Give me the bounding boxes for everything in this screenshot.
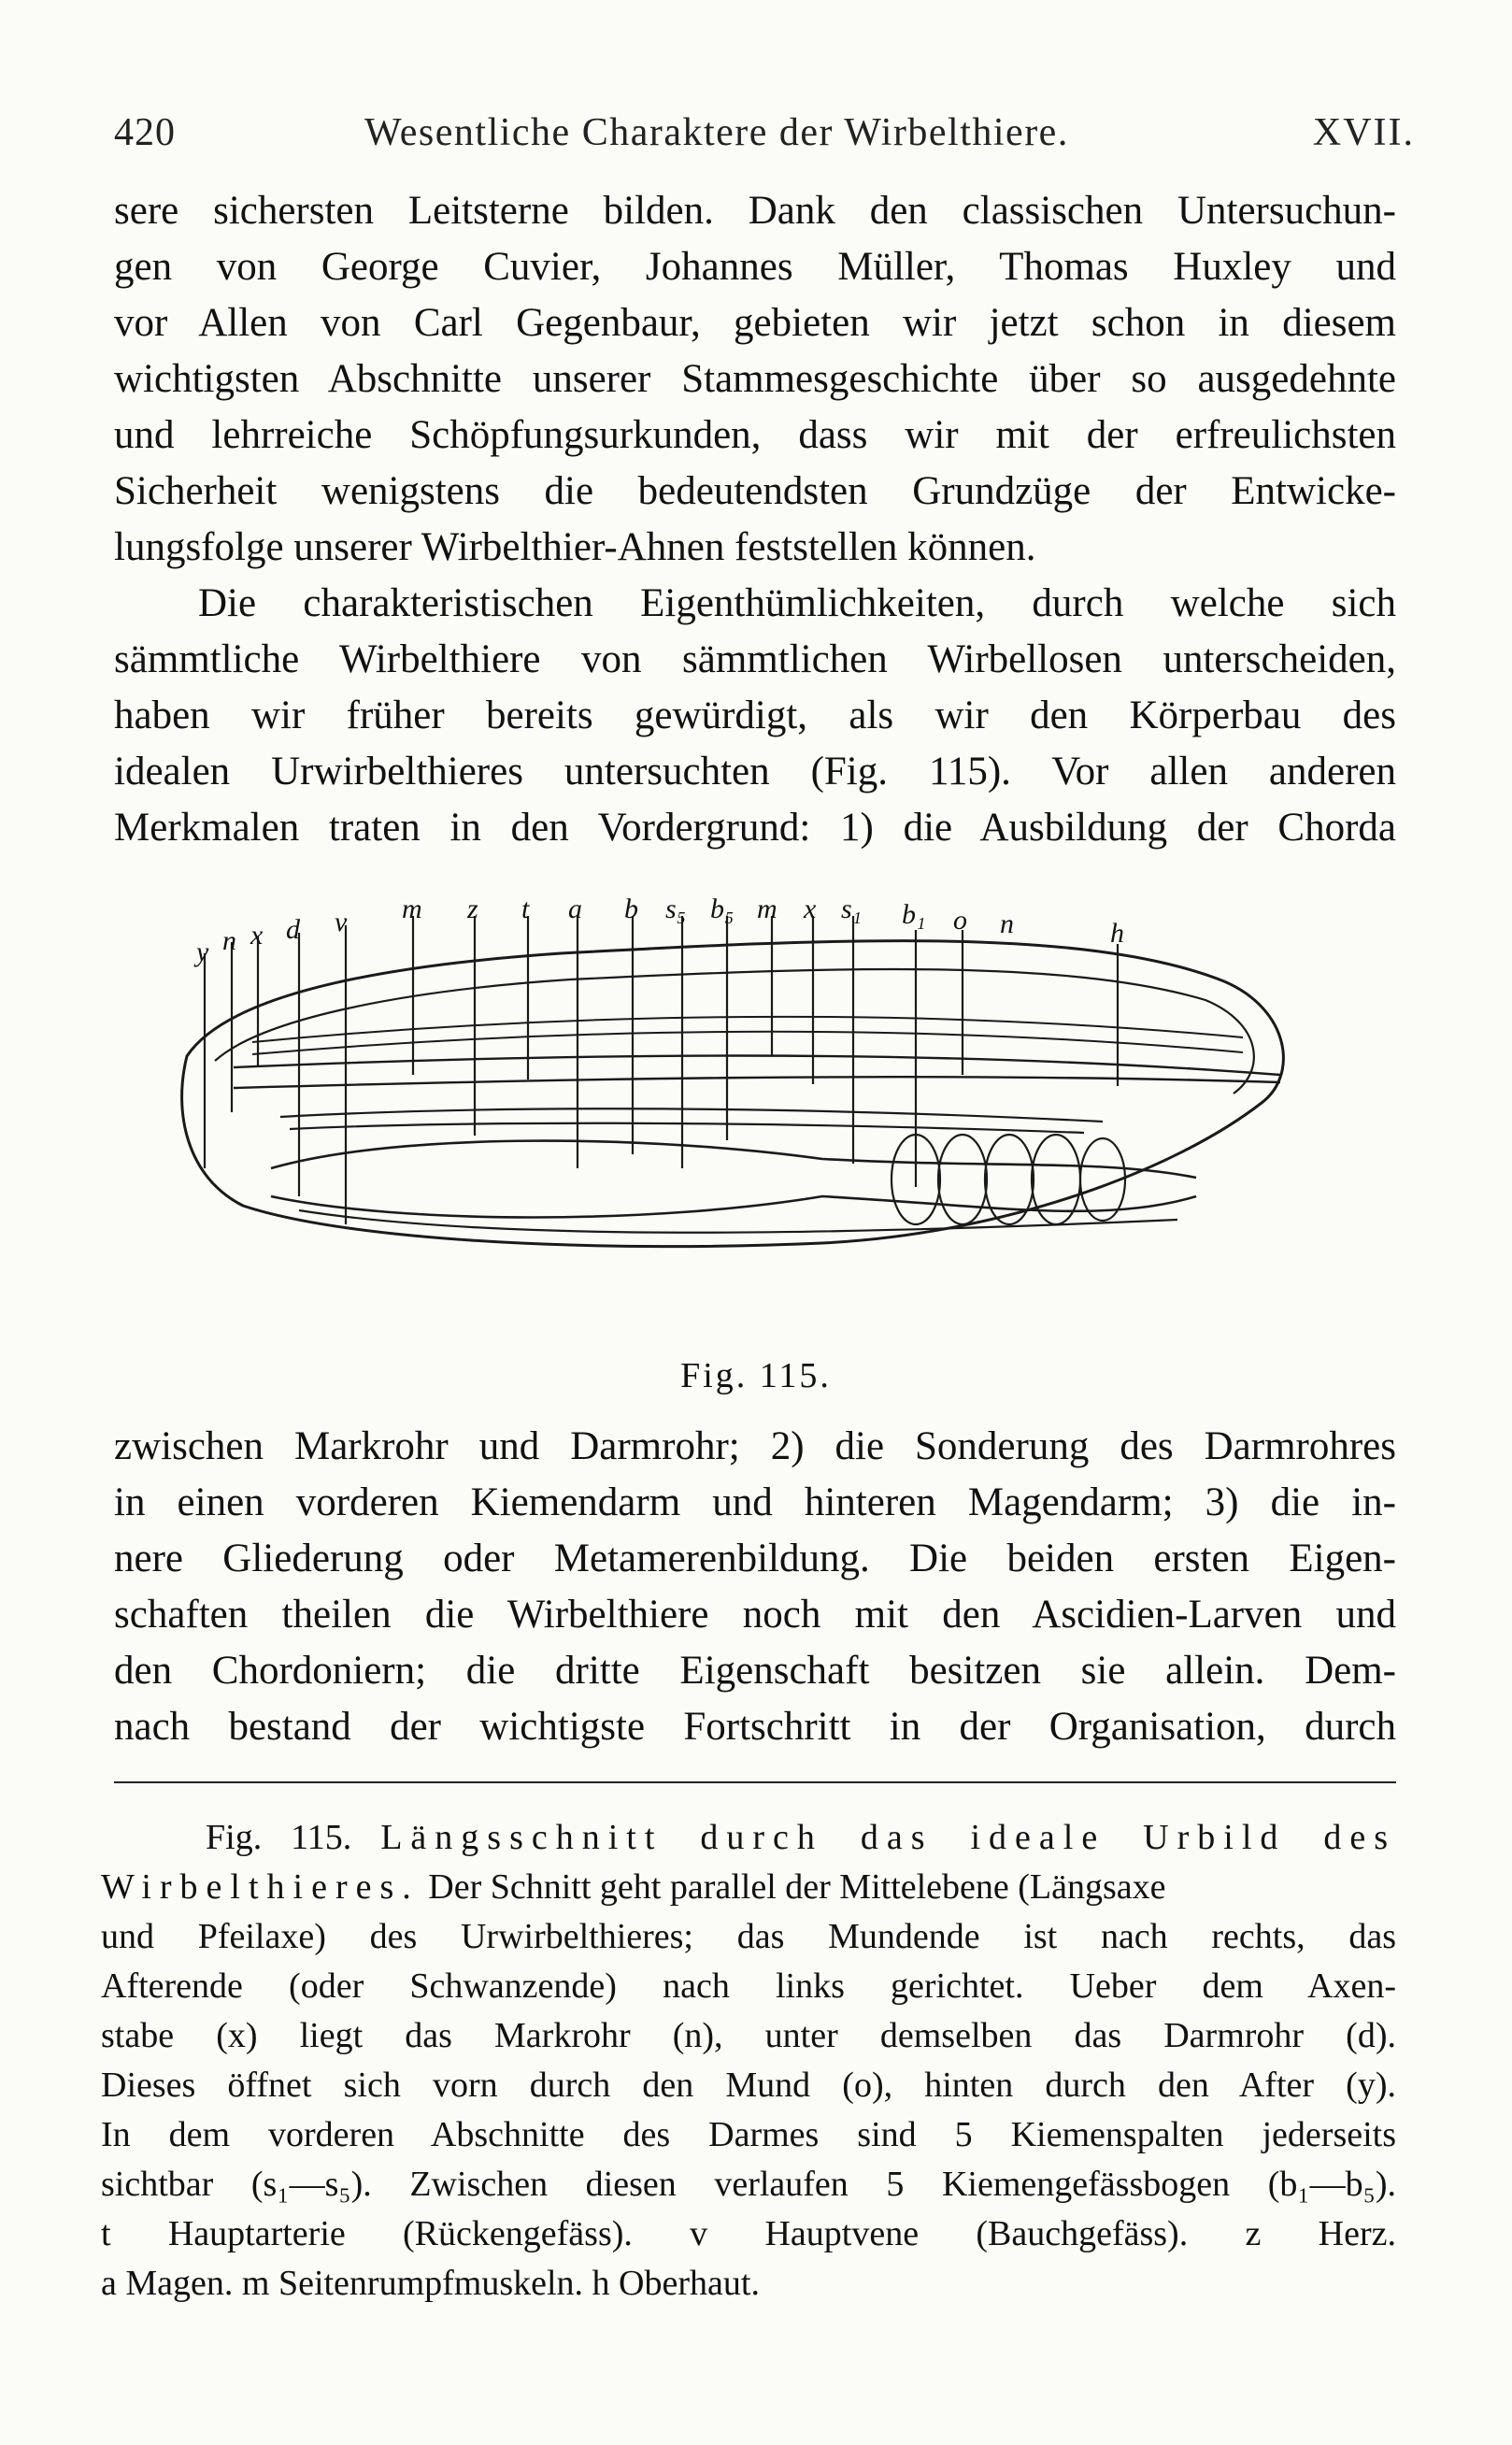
figure-115-illustration [168, 888, 1327, 1318]
fig-letter-a: a [568, 894, 582, 924]
text-line: haben wir früher bereits gewürdigt, als wir den Körperbau des [114, 693, 1396, 737]
fig-letter-s1: s₁ [841, 894, 863, 924]
caption-line [101, 1813, 1396, 1863]
text-line: nere Gliederung oder Metamerenbildung. Die beiden ersten Eigen- [114, 1537, 1396, 1580]
fig-letter-b5: b₅ [710, 894, 735, 924]
text-line: nach bestand der wichtigste Fortschritt in der Organisation, durch [114, 1705, 1396, 1749]
fig-letter-t: t [521, 894, 530, 924]
fig-letter-y: y [196, 937, 209, 967]
page-number: 420 [114, 111, 176, 154]
running-title: Wesentliche Charaktere der Wirbelthiere. [364, 111, 1069, 154]
footnote-divider [114, 1781, 1396, 1783]
text-line: sere sichersten Leitsterne bilden. Dank den classischen Untersuchun- [114, 189, 1396, 233]
fig-letter-m: m [402, 894, 422, 924]
fig-letter-z: z [467, 894, 478, 924]
text-line: Sicherheit wenigstens die bedeutendsten Grundzüge der Entwicke- [114, 469, 1396, 513]
text-line: lungsfolge unserer Wirbelthier-Ahnen feststellen können. [114, 525, 1036, 569]
caption-line: a Magen. m Seitenrumpfmuskeln. h Oberhaut. [101, 2264, 760, 2303]
caption-line: sichtbar (s₁—s₅). Zwischen diesen verlaufen 5 Kiemengefässbogen (b₁—b₅). [101, 2165, 1396, 2204]
caption-text: Der Schnitt geht parallel der Mittelebene (Längsaxe [419, 1867, 1166, 1907]
text-line: Die charakteristischen Eigenthümlichkeiten, durch welche sich [198, 581, 1396, 625]
caption-line: Afterende (oder Schwanzende) nach links gerichtet. Ueber dem Axen- [101, 1966, 1396, 2006]
caption-line: stabe (x) liegt das Markrohr (n), unter demselben das Darmrohr (d). [101, 2016, 1396, 2055]
caption-title: Längsschnitt durch das ideale Urbild des [380, 1818, 1396, 1857]
chapter-number: XVII. [1312, 111, 1415, 154]
fig-letter-b: b [624, 894, 638, 924]
text-line: schaften theilen die Wirbelthiere noch mit den Ascidien-Larven und [114, 1593, 1396, 1637]
fig-letter-x: x [250, 920, 264, 951]
body-text-top [114, 183, 1396, 856]
fig-letter-v: v [335, 907, 348, 937]
fig-letter-s5: s₅ [665, 894, 687, 924]
fig-letter-n: n [1000, 908, 1014, 939]
text-line: idealen Urwirbelthieres untersuchten (Fig. 115). Vor allen anderen [114, 750, 1396, 794]
running-header [114, 110, 1415, 166]
caption-lead: Fig. 115. [206, 1818, 352, 1857]
caption-title-cont: Wirbelthieres. [101, 1867, 420, 1907]
text-line: wichtigsten Abschnitte unserer Stammesgeschichte über so ausgedehnte [114, 357, 1396, 401]
fig-letter-o: o [953, 905, 967, 936]
caption-line: In dem vorderen Abschnitte des Darmes sind 5 Kiemenspalten jederseits [101, 2115, 1396, 2154]
text-line: vor Allen von Carl Gegenbaur, gebieten wir jetzt schon in diesem [114, 301, 1396, 345]
fig-letter-x: x [804, 894, 817, 924]
text-line: den Chordoniern; die dritte Eigenschaft besitzen sie allein. Dem- [114, 1649, 1396, 1693]
body-text-bottom [114, 1419, 1396, 1755]
text-line: in einen vorderen Kiemendarm und hinteren Magendarm; 3) die in- [114, 1480, 1396, 1524]
text-line: sämmtliche Wirbelthiere von sämmtlichen Wirbellosen unterscheiden, [114, 637, 1396, 681]
vertebrate-section-drawing [168, 888, 1327, 1318]
fig-letter-h: h [1110, 918, 1124, 949]
caption-line: und Pfeilaxe) des Urwirbelthieres; das Mundende ist nach rechts, das [101, 1917, 1396, 1956]
figure-caption [101, 1813, 1396, 2309]
text-line: zwischen Markrohr und Darmrohr; 2) die Sonderung des Darmrohres [114, 1424, 1396, 1468]
caption-line: t Hauptarterie (Rückengefäss). v Hauptvene (Bauchgefäss). z Herz. [101, 2214, 1396, 2253]
fig-letter-b1: b₁ [902, 899, 926, 930]
figure-label: Fig. 115. [680, 1356, 832, 1395]
caption-line: Dieses öffnet sich vorn durch den Mund (o), hinten durch den After (y). [101, 2066, 1396, 2105]
text-line: gen von George Cuvier, Johannes Müller, Thomas Huxley und [114, 245, 1396, 289]
fig-letter-m: m [757, 894, 777, 924]
fig-letter-d: d [286, 914, 300, 945]
fig-letter-n: n [222, 925, 236, 956]
caption-line [101, 1863, 1396, 1912]
text-line: und lehrreiche Schöpfungsurkunden, dass wir mit der erfreulichsten [114, 413, 1396, 457]
text-line: Merkmalen traten in den Vordergrund: 1) die Ausbildung der Chorda [114, 806, 1396, 850]
